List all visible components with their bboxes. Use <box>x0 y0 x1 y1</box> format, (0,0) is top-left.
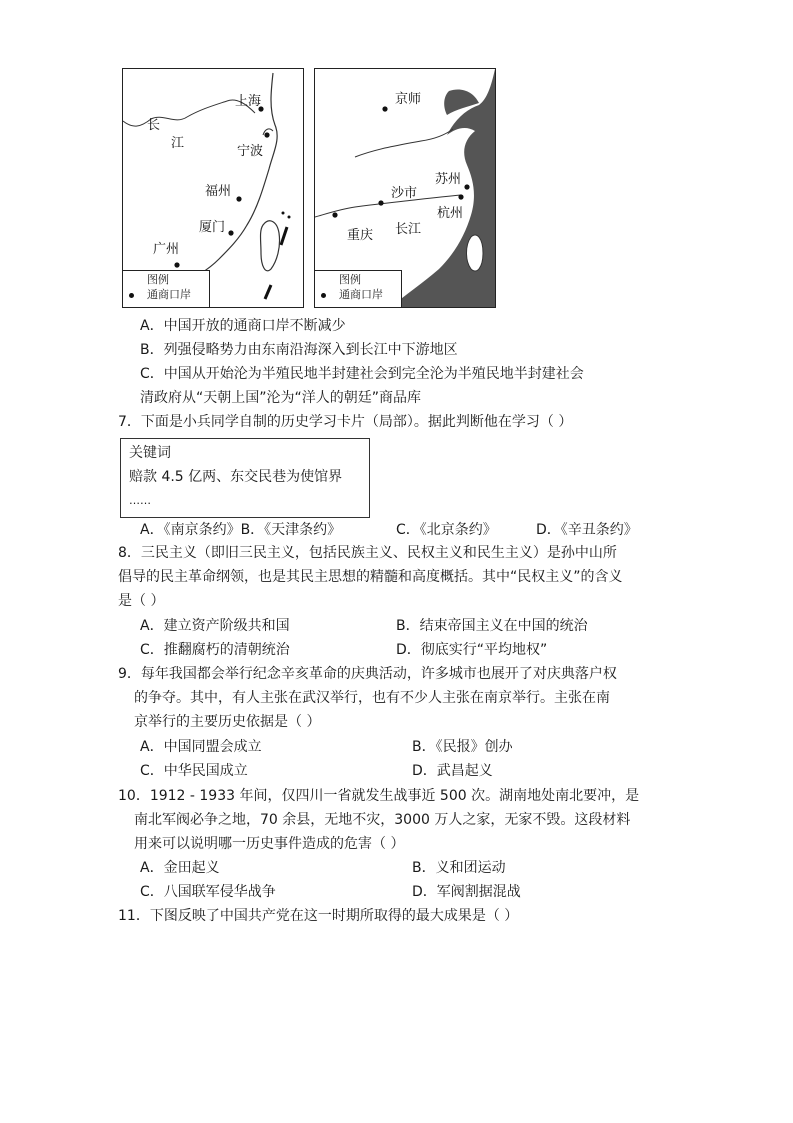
q8-option-d: D．彻底实行“平均地权” <box>396 642 548 658</box>
q9-stem-line-2: 的争夺。其中，有人主张在武汉举行，也有不少人主张在南京举行。主张在南 <box>134 690 610 706</box>
port-dot-ningbo <box>264 132 269 137</box>
label-chang: 长 <box>147 118 161 133</box>
label-guangzhou: 广州 <box>153 242 180 257</box>
label-hangzhou: 杭州 <box>437 206 464 221</box>
label-xiamen: 厦门 <box>199 220 226 235</box>
treaty-port-maps <box>122 68 504 308</box>
q6-option-d: 清政府从“天朝上国”沦为“洋人的朝廷”商品库 <box>140 390 422 406</box>
q8-stem-line-3: 是（ ） <box>118 593 165 609</box>
port-dot-hangzhou <box>458 194 463 199</box>
map-later-treaty-ports <box>314 68 496 308</box>
map-legend-right <box>315 270 402 307</box>
label-jiang: 江 <box>171 136 185 151</box>
q7-option-c: C．《北京条约》 <box>396 522 497 538</box>
q10-option-c: C．八国联军侵华战争 <box>140 884 276 900</box>
q6-option-b: B．列强侵略势力由东南沿海深入到长江中下游地区 <box>140 342 458 358</box>
card-ellipsis: …… <box>129 494 151 507</box>
q10-option-b: B．义和团运动 <box>412 860 506 876</box>
legend-title: 图例 <box>339 273 361 286</box>
q10-stem-line-2: 南北军阀必争之地，70 余县，无地不灾，3000 万人之家，无家不毁。这段材料 <box>134 812 631 828</box>
q9-stem-line-1: 9．每年我国都会举行纪念辛亥革命的庆典活动，许多城市也展开了对庆典落户权 <box>118 666 617 682</box>
port-dot-suzhou <box>464 184 469 189</box>
q7-option-ab: A．《南京条约》B．《天津条约》 <box>140 522 342 538</box>
label-chongqing: 重庆 <box>347 228 374 243</box>
map-legend-left <box>123 270 210 307</box>
legend-dot-icon <box>321 293 326 298</box>
q7-study-card <box>120 438 370 518</box>
port-dot-guangzhou <box>174 262 179 267</box>
q8-option-a: A．建立资产阶级共和国 <box>140 618 290 634</box>
q10-option-a: A．金田起义 <box>140 860 220 876</box>
port-dot-fuzhou <box>236 196 241 201</box>
label-shashi: 沙市 <box>391 186 418 201</box>
q7-option-d: D．《辛丑条约》 <box>536 522 638 538</box>
card-heading: 关键词 <box>129 445 171 461</box>
label-shanghai: 上海 <box>235 94 262 109</box>
legend-title: 图例 <box>147 273 169 286</box>
q8-stem-line-1: 8．三民主义（即旧三民主义，包括民族主义、民权主义和民生主义）是孙中山所 <box>118 545 617 561</box>
label-changjiang: 长江 <box>395 222 422 237</box>
port-dot-xiamen <box>228 230 233 235</box>
q8-option-c: C．推翻腐朽的清朝统治 <box>140 642 290 658</box>
legend-dot-icon <box>129 293 134 298</box>
port-dot-chongqing <box>332 212 337 217</box>
q6-option-a: A．中国开放的通商口岸不断减少 <box>140 318 346 334</box>
q9-stem-line-3: 京举行的主要历史依据是（ ） <box>134 714 321 730</box>
q10-option-d: D．军阀割据混战 <box>412 884 521 900</box>
q9-option-c: C．中华民国成立 <box>140 763 248 779</box>
label-fuzhou: 福州 <box>205 184 232 199</box>
q6-option-c: C．中国从开始沦为半殖民地半封建社会到完全沦为半殖民地半封建社会 <box>140 366 584 382</box>
legend-item: 通商口岸 <box>339 288 383 301</box>
label-ningbo: 宁波 <box>237 144 264 159</box>
label-jingshi: 京师 <box>395 92 422 107</box>
q9-option-d: D．武昌起义 <box>412 763 493 779</box>
q8-stem-line-2: 倡导的民主革命纲领，也是其民主思想的精髓和高度概括。其中“民权主义”的含义 <box>118 569 623 585</box>
q7-stem: 7．下面是小兵同学自制的历史学习卡片（局部）。据此判断他在学习（ ） <box>118 414 573 430</box>
q8-option-b: B．结束帝国主义在中国的统治 <box>396 618 588 634</box>
q9-option-a: A．中国同盟会成立 <box>140 739 262 755</box>
map-first-opium-war-ports <box>122 68 304 308</box>
port-dot-shashi <box>378 200 383 205</box>
card-keywords: 赔款 4.5 亿两、东交民巷为使馆界 <box>129 469 343 485</box>
q10-stem-line-3: 用来可以说明哪一历史事件造成的危害（ ） <box>134 836 405 852</box>
port-dot-jingshi <box>382 106 387 111</box>
label-suzhou: 苏州 <box>435 172 462 187</box>
q10-stem-line-1: 10．1912 - 1933 年间，仅四川一省就发生战事近 500 次。湖南地处南北要冲，是 <box>118 788 640 804</box>
q9-option-b: B．《民报》创办 <box>412 739 513 755</box>
q11-stem: 11．下图反映了中国共产党在这一时期所取得的最大成果是（ ） <box>118 908 519 924</box>
legend-item: 通商口岸 <box>147 288 191 301</box>
